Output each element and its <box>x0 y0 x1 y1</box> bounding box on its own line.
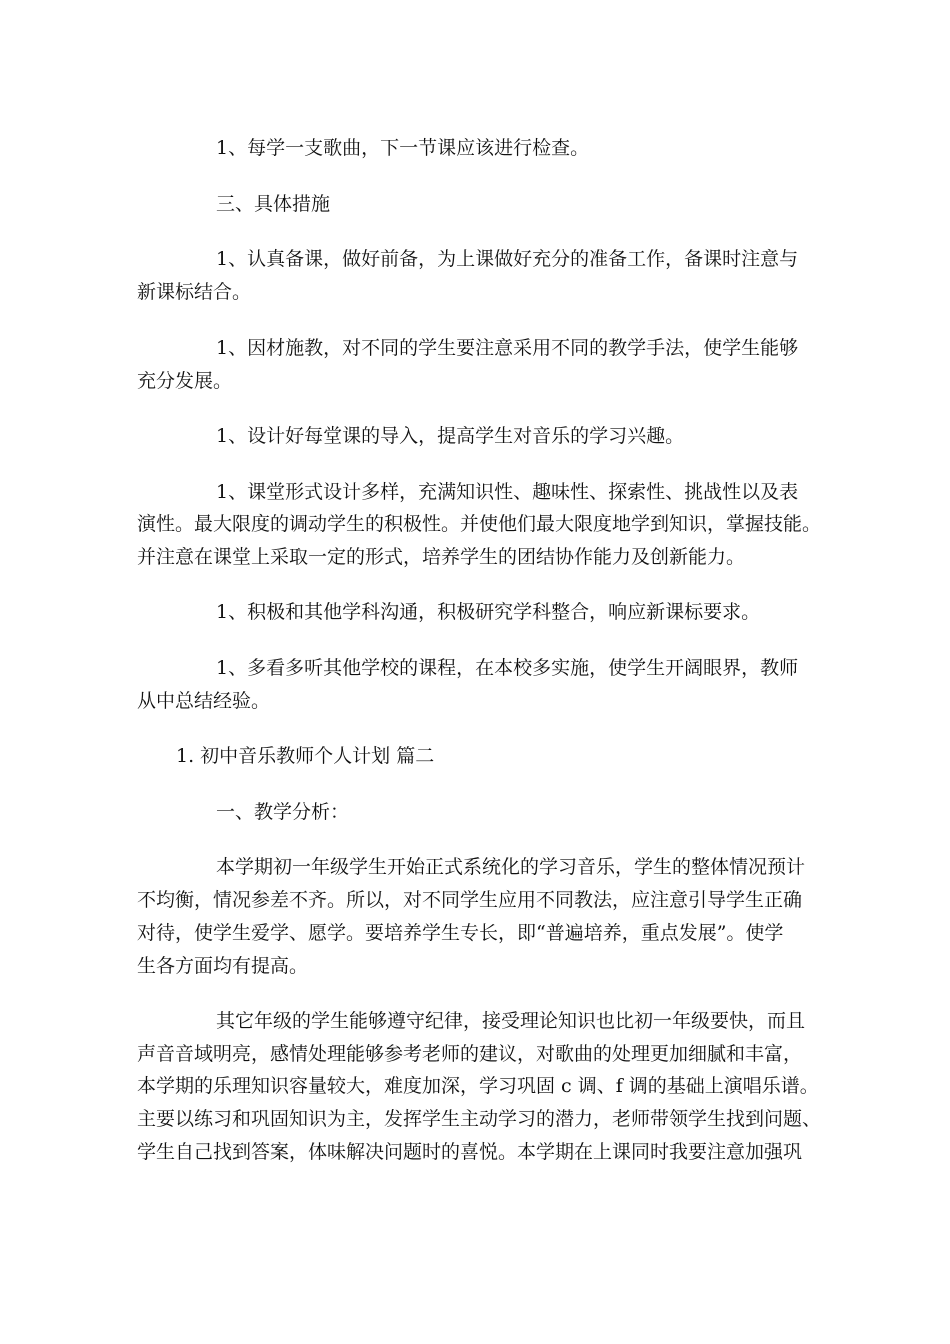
paragraph-line: 本学期初一年级学生开始正式系统化的学习音乐，学生的整体情况预计 <box>216 856 806 878</box>
section-heading: 三、具体措施 <box>216 193 331 215</box>
paragraph-line: 声音音域明亮，感情处理能够参考老师的建议，对歌曲的处理更加细腻和丰富， <box>137 1043 803 1065</box>
paragraph-line: 学生自己找到答案，体味解决问题时的喜悦。本学期在上课同时我要注意加强巩 <box>137 1141 803 1163</box>
paragraph-line: 并注意在课堂上采取一定的形式，培养学生的团结协作能力及创新能力。 <box>137 546 746 568</box>
paragraph-line: 1、积极和其他学科沟通，积极研究学科整合，响应新课标要求。 <box>216 601 761 623</box>
paragraph-line: 生各方面均有提高。 <box>137 955 309 977</box>
paragraph-line: 1、设计好每堂课的导入，提高学生对音乐的学习兴趣。 <box>216 425 685 447</box>
paragraph-line: 其它年级的学生能够遵守纪律，接受理论知识也比初一年级要快，而且 <box>216 1010 806 1032</box>
paragraph-line: 新课标结合。 <box>137 281 252 303</box>
paragraph-line: 1、多看多听其他学校的课程，在本校多实施，使学生开阔眼界，教师 <box>216 657 799 679</box>
section-heading: 一、教学分析： <box>216 801 350 823</box>
article-heading: 1. 初中音乐教师个人计划 篇二 <box>176 745 435 767</box>
paragraph-line: 对待，使学生爱学、愿学。要培养学生专长，即“普遍培养，重点发展”。使学 <box>137 922 784 944</box>
paragraph-line: 演性。最大限度的调动学生的积极性。并使他们最大限度地学到知识，掌握技能。 <box>137 513 822 535</box>
paragraph-line: 充分发展。 <box>137 370 233 392</box>
paragraph-line: 本学期的乐理知识容量较大，难度加深，学习巩固 c 调、f 调的基础上演唱乐谱。 <box>137 1075 819 1097</box>
paragraph-line: 主要以练习和巩固知识为主，发挥学生主动学习的潜力，老师带领学生找到问题、 <box>137 1108 822 1130</box>
paragraph-line: 1、因材施教，对不同的学生要注意采用不同的教学手法，使学生能够 <box>216 337 799 359</box>
paragraph-line: 1、认真备课，做好前备，为上课做好充分的准备工作，备课时注意与 <box>216 248 799 270</box>
paragraph-line: 从中总结经验。 <box>137 690 271 712</box>
paragraph-line: 1、课堂形式设计多样，充满知识性、趣味性、探索性、挑战性以及表 <box>216 481 799 503</box>
paragraph-line: 1、每学一支歌曲，下一节课应该进行检查。 <box>216 137 590 159</box>
paragraph-line: 不均衡，情况参差不齐。所以，对不同学生应用不同教法，应注意引导学生正确 <box>137 889 803 911</box>
